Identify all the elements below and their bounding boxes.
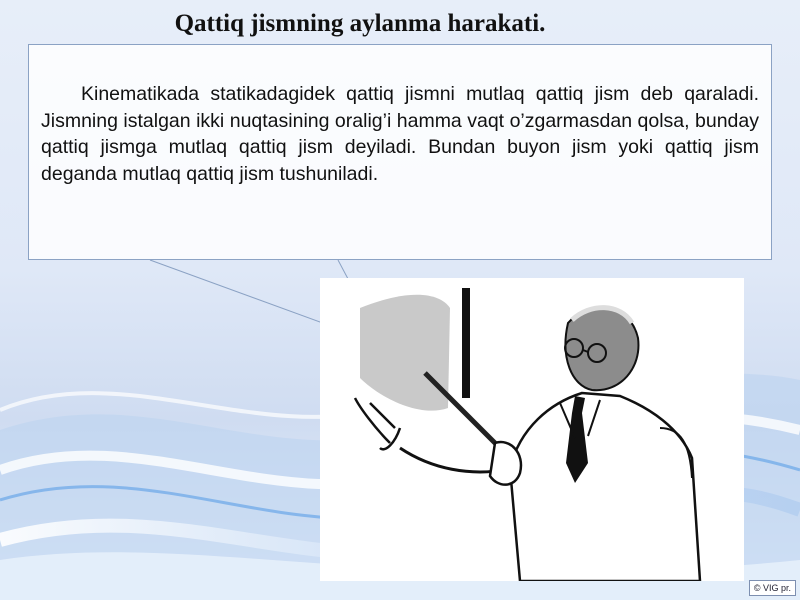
lecturer-with-pointer-icon: [320, 278, 744, 581]
callout-paragraph: Kinematikada statikadagidek qattiq jismni mutlaq qattiq jism deb qaraladi. Jismning istalgan ikki nuqtasining oralig’i hamma vaqt o’zgarmasdan qolsa, bunday qattiq jismga mutlaq qattiq jism deyiladi. Bundan buyon jism yoki qattiq jism deganda mutlaq qattiq jism tushuniladi.: [41, 83, 759, 185]
speech-callout-box: [28, 44, 772, 260]
copyright-label: © VIG pr.: [749, 580, 796, 596]
lecturer-illustration: [320, 278, 744, 581]
slide-title: Qattiq jismning aylanma harakati.: [174, 10, 546, 37]
